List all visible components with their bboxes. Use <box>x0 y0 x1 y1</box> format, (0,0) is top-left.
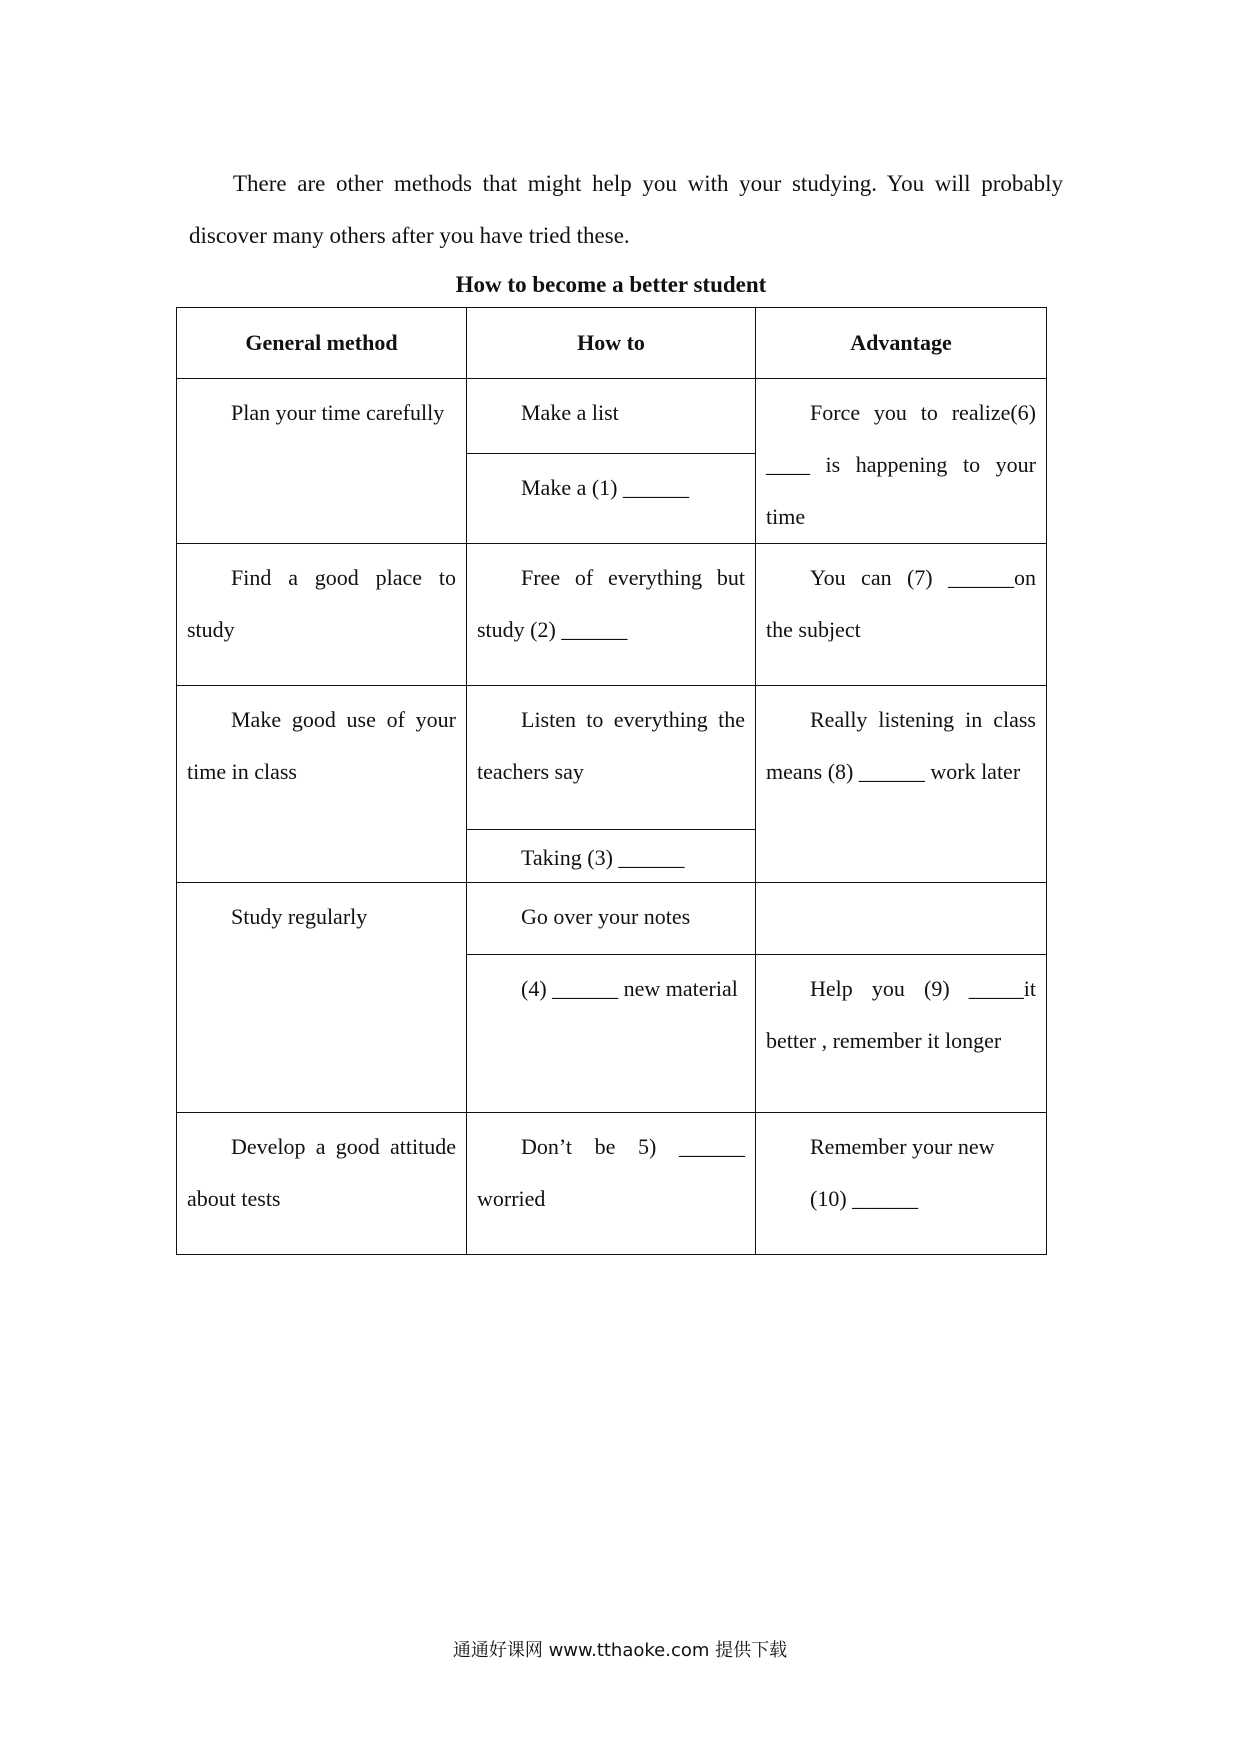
howto-cell <box>467 544 756 686</box>
advantage-text: Help you (9) _____it better , remember it longer <box>766 976 1036 1053</box>
advantage-cell <box>756 379 1047 544</box>
intro-paragraph: There are other methods that might help you with your studying. You will probably discover many others after you have tried these. <box>189 171 1063 248</box>
method-text: Study regularly <box>231 904 368 929</box>
advantage-cell <box>756 883 1047 955</box>
advantage-text: Really listening in class means (8) ______ work later <box>766 707 1036 784</box>
howto-text: Listen to everything the teachers say <box>477 707 745 784</box>
advantage-text: Force you to realize(6) ____ is happening to your time <box>766 400 1036 529</box>
table-row <box>177 883 1047 955</box>
method-cell <box>177 883 467 1113</box>
footer-text: 通通好课网 www.tthaoke.com 提供下载 <box>452 1640 788 1661</box>
advantage-text: You can (7) ______on the subject <box>766 565 1036 642</box>
howto-text: Go over your notes <box>521 904 691 929</box>
howto-cell <box>467 830 756 883</box>
header-how-to: How to <box>467 308 756 379</box>
method-cell <box>177 544 467 686</box>
method-cell <box>177 1113 467 1255</box>
method-text: Make good use of your time in class <box>187 707 456 784</box>
advantage-cell <box>756 686 1047 883</box>
table-row <box>177 686 1047 830</box>
howto-cell <box>467 454 756 544</box>
advantage-cell <box>756 544 1047 686</box>
howto-text: Make a (1) ______ <box>521 475 690 501</box>
advantage-text <box>766 883 1036 891</box>
howto-text: Free of everything but study (2) ______ <box>477 565 745 642</box>
header-advantage: Advantage <box>756 308 1047 379</box>
method-cell <box>177 379 467 544</box>
table-row <box>177 379 1047 454</box>
howto-text: Make a list <box>521 400 619 425</box>
advantage-text: Remember your new (10) ______ <box>810 1134 995 1211</box>
table-row <box>177 544 1047 686</box>
method-cell <box>177 686 467 883</box>
table-title: How to become a better student <box>455 272 767 297</box>
howto-cell <box>467 883 756 955</box>
advantage-cell <box>756 955 1047 1113</box>
method-text: Plan your time carefully <box>231 400 445 425</box>
header-general-method: General method <box>177 308 467 379</box>
howto-cell <box>467 955 756 1113</box>
howto-cell <box>467 379 756 454</box>
howto-text: Taking (3) ______ <box>521 845 685 870</box>
table-header-row <box>177 308 1047 379</box>
howto-text: (4) ______ new material <box>521 976 738 1001</box>
advantage-cell <box>756 1113 1047 1255</box>
howto-cell <box>467 1113 756 1255</box>
howto-text: Don’t be 5) ______ worried <box>477 1134 745 1211</box>
howto-cell <box>467 686 756 830</box>
method-text: Develop a good attitude about tests <box>187 1134 456 1211</box>
study-methods-table <box>176 307 1047 1255</box>
method-text: Find a good place to study <box>187 565 456 642</box>
table-row <box>177 1113 1047 1255</box>
